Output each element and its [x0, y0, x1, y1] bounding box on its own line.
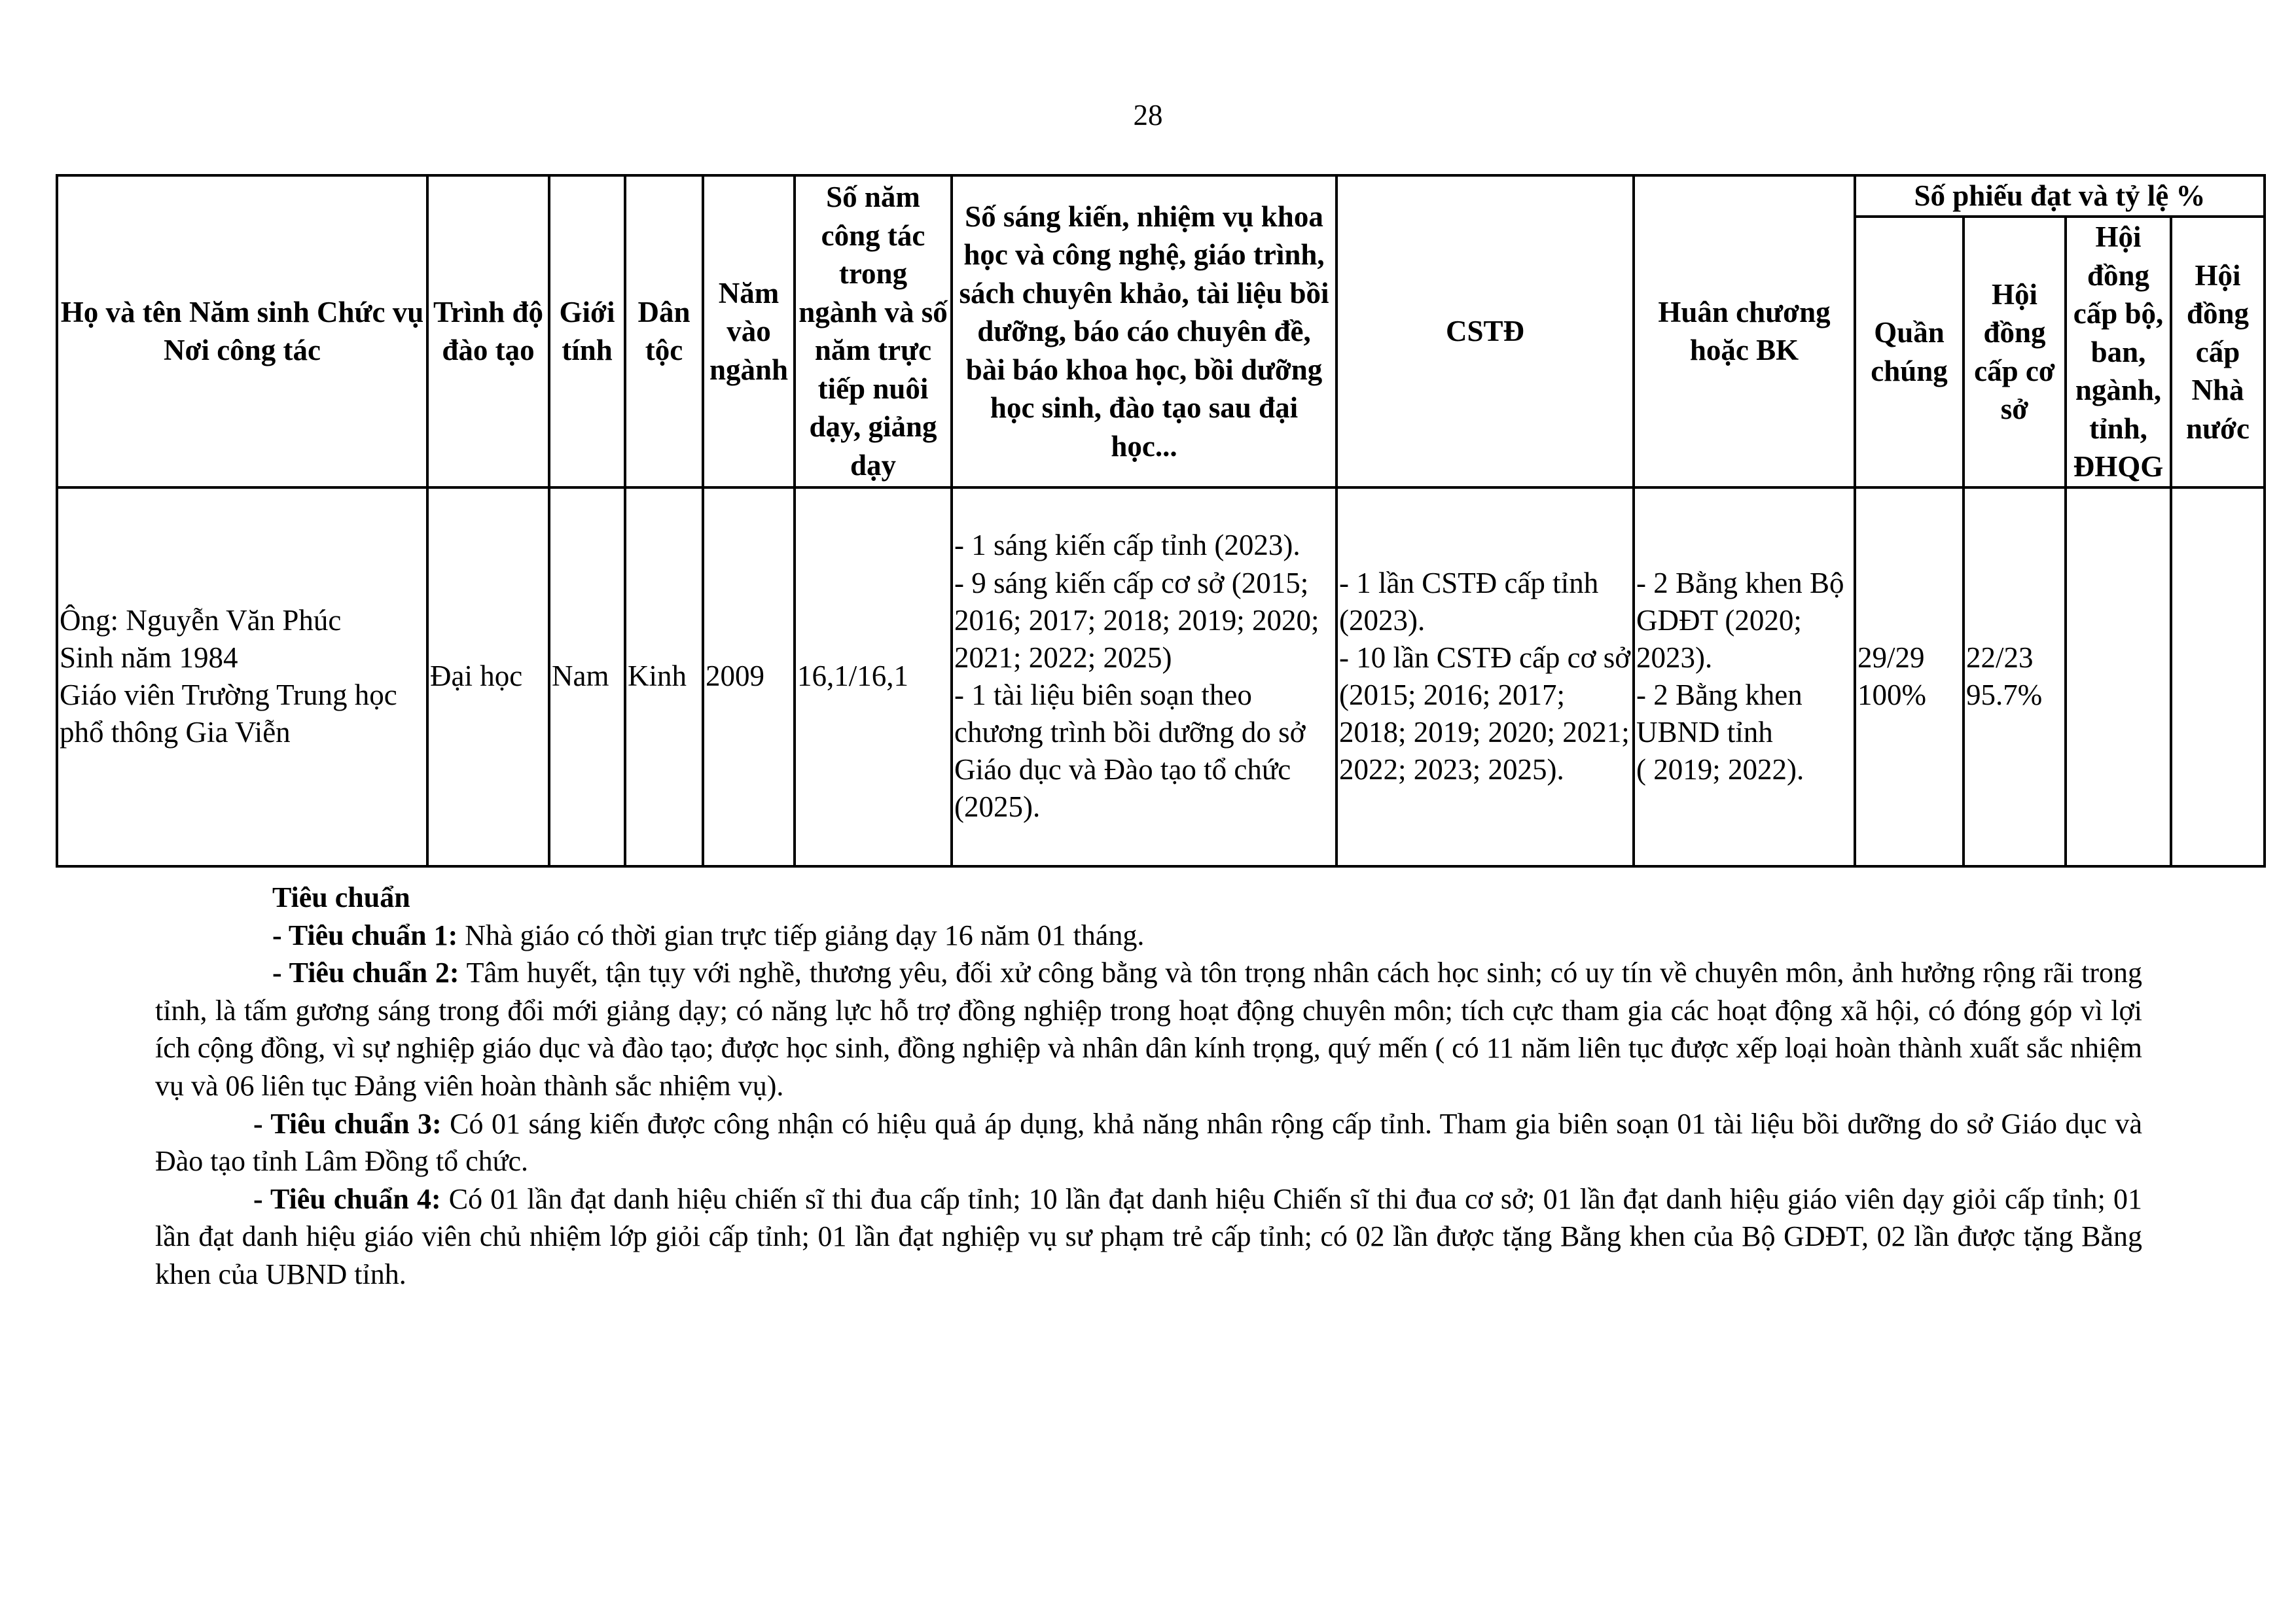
cell-votes-ministry-council: [2066, 487, 2171, 866]
page-number: 28: [1133, 99, 1163, 132]
cell-gender: Nam: [549, 487, 625, 866]
criterion-label: - Tiêu chuẩn 2:: [272, 957, 459, 989]
criterion-4: [155, 1180, 2142, 1294]
header-votes-local-council: Hội đồng cấp cơ sở: [1964, 217, 2066, 487]
header-votes-group: Số phiếu đạt và tỷ lệ %: [1855, 175, 2265, 217]
header-initiatives: Số sáng kiến, nhiệm vụ khoa học và công nghệ, giáo trình, sách chuyên khảo, tài liệu bồi dưỡng, báo cáo chuyên đề, bài báo khoa học, bồi dưỡng học sinh, đào tạo sau đại học...: [952, 175, 1336, 487]
criteria-title: Tiêu chuẩn: [272, 881, 410, 913]
header-education: Trình độ đào tạo: [427, 175, 549, 487]
header-medals: Huân chương hoặc BK: [1634, 175, 1855, 487]
header-votes-state-council: Hội đồng cấp Nhà nước: [2171, 217, 2265, 487]
cell-votes-local-council: 22/23 95.7%: [1964, 487, 2066, 866]
criterion-label: - Tiêu chuẩn 3:: [253, 1107, 442, 1140]
criterion-text: Có 01 lần đạt danh hiệu chiến sĩ thi đua cấp tỉnh; 10 lần đạt danh hiệu Chiến sĩ thi đua cơ sở; 01 lần đạt danh hiệu giáo viên dạy giỏi cấp tỉnh; 01 lần đạt danh hiệu giáo viên chủ nhiệm lớp giỏi cấp tỉnh; 01 lần đạt nghiệp vụ sư phạm trẻ cấp tỉnh; có 02 lần được tặng Bằng khen của Bộ GDĐT, 02 lần được tặng Bằng khen của UBND tỉnh.: [155, 1182, 2143, 1290]
header-years-service: Số năm công tác trong ngành và số năm trực tiếp nuôi dạy, giảng dạy: [795, 175, 952, 487]
header-year-joined: Năm vào ngành: [703, 175, 795, 487]
cell-year-joined: 2009: [703, 487, 795, 866]
cell-votes-state-council: [2171, 487, 2265, 866]
criterion-text: Có 01 sáng kiến được công nhận có hiệu quả áp dụng, khả năng nhân rộng cấp tỉnh. Tham gia biên soạn 01 tài liệu bồi dưỡng do sở Giáo dục và Đào tạo tỉnh Lâm Đồng tổ chức.: [155, 1107, 2142, 1178]
criterion-text: Nhà giáo có thời gian trực tiếp giảng dạy 16 năm 01 tháng.: [457, 919, 1145, 951]
header-cstd: CSTĐ: [1336, 175, 1634, 487]
cell-years-service: 16,1/16,1: [795, 487, 952, 866]
cell-votes-public: 29/29 100%: [1855, 487, 1964, 866]
criterion-text: Tâm huyết, tận tụy với nghề, thương yêu, đối xử công bằng và tôn trọng nhân cách học sinh; có uy tín về chuyên môn, ảnh hưởng rộng rãi trong tỉnh, là tấm gương sáng trong đổi mới giảng dạy; có năng lực hỗ trợ đồng nghiệp trong hoạt động chuyên môn; tích cực tham gia các hoạt động xã hội, có đóng góp vì lợi ích cộng đồng, vì sự nghiệp giáo dục và đào tạo; được học sinh, đồng nghiệp và nhân dân kính trọng, quý mến ( có 11 năm liên tục được xếp loại hoàn thành xuất sắc nhiệm vụ và 06 liên tục Đảng viên hoàn thành sắc nhiệm vụ).: [155, 957, 2142, 1102]
cell-name: Ông: Nguyễn Văn Phúc Sinh năm 1984 Giáo viên Trường Trung học phổ thông Gia Viễn: [57, 487, 427, 866]
criterion-label: - Tiêu chuẩn 4:: [253, 1182, 441, 1215]
header-votes-ministry-council: Hội đồng cấp bộ, ban, ngành, tỉnh, ĐHQG: [2066, 217, 2171, 487]
header-ethnicity: Dân tộc: [625, 175, 703, 487]
cell-ethnicity: Kinh: [625, 487, 703, 866]
cell-education: Đại học: [427, 487, 549, 866]
criterion-2: [155, 954, 2142, 1104]
criteria-section: [155, 879, 2142, 1294]
criterion-3: [155, 1105, 2142, 1180]
cell-initiatives: - 1 sáng kiến cấp tỉnh (2023). - 9 sáng kiến cấp cơ sở (2015; 2016; 2017; 2018; 2019; 2020; 2021; 2022; 2025) - 1 tài liệu biên soạn theo chương trình bồi dưỡng do sở Giáo dục và Đào tạo tổ chức (2025).: [952, 487, 1336, 866]
cell-cstd: - 1 lần CSTĐ cấp tỉnh (2023). - 10 lần CSTĐ cấp cơ sở (2015; 2016; 2017; 2018; 2019; 2020; 2021; 2022; 2023; 2025).: [1336, 487, 1634, 866]
cell-medals: - 2 Bằng khen Bộ GDĐT (2020; 2023). - 2 Bằng khen UBND tỉnh ( 2019; 2022).: [1634, 487, 1855, 866]
nominee-table: [56, 174, 2266, 868]
header-votes-public: Quần chúng: [1855, 217, 1964, 487]
header-name: Họ và tên Năm sinh Chức vụ Nơi công tác: [57, 175, 427, 487]
table-row: [57, 487, 2265, 866]
criterion-1: [155, 917, 2142, 955]
criterion-label: - Tiêu chuẩn 1:: [272, 919, 458, 951]
header-gender: Giới tính: [549, 175, 625, 487]
